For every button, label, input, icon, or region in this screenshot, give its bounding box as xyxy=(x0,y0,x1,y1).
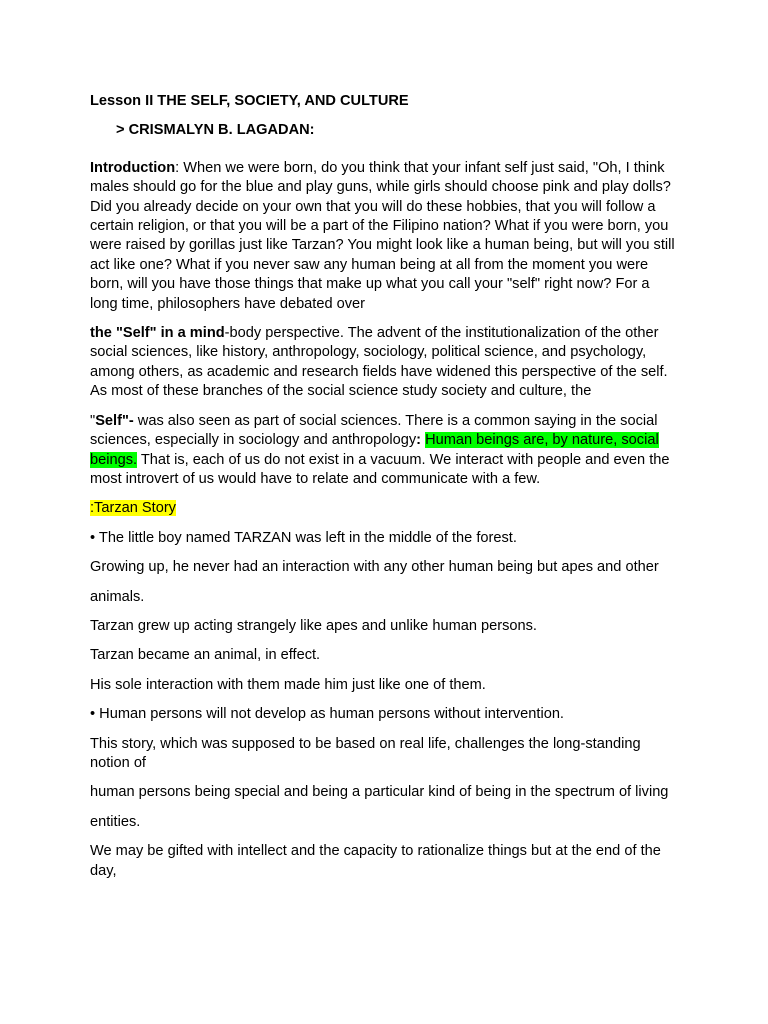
text-line: human persons being special and being a particular kind of being in the spectrum of living xyxy=(90,784,669,801)
text-line: His sole interaction with them made him just like one of them. xyxy=(90,676,486,693)
text-line: entities. xyxy=(90,813,141,830)
intro-label: Introduction xyxy=(90,159,176,176)
self-colon: : xyxy=(416,432,421,449)
text-line: Tarzan became an animal, in effect. xyxy=(90,647,321,664)
text-line: This story, which was supposed to be based on real life, challenges the long-standing notion of xyxy=(90,735,641,771)
self-label: Self"- xyxy=(95,412,134,429)
mind-text: -body perspective. The advent of the institutionalization of the other social sciences, like history, anthropology, sociology, political science, and psychology, among others, as academic and research fields have widened this perspective of the self. As most of these branches of the social science study society and culture, the xyxy=(90,325,668,400)
intro-paragraph xyxy=(90,159,680,314)
text-line: • Human persons will not develop as human persons without intervention. xyxy=(90,706,564,723)
self-rest: That is, each of us do not exist in a vacuum. We interact with people and even the most introvert of us would have to relate and communicate with a few. xyxy=(90,451,670,487)
self-paragraph xyxy=(90,412,680,490)
text-line: Tarzan grew up acting strangely like apes and unlike human persons. xyxy=(90,617,537,634)
author-line: > CRISMALYN B. LAGADAN: xyxy=(116,122,315,139)
tarzan-heading xyxy=(90,499,680,518)
tarzan-heading-text: :Tarzan Story xyxy=(90,500,176,517)
text-line: • The little boy named TARZAN was left in the middle of the forest. xyxy=(90,529,517,546)
self-quote: " xyxy=(90,412,96,429)
text-line: animals. xyxy=(90,588,145,605)
mind-label: the "Self" in a mind xyxy=(90,325,225,342)
social-beings-highlight: Human beings are, by nature, social beings. xyxy=(90,432,659,468)
text-line: Growing up, he never had an interaction with any other human being but apes and other xyxy=(90,559,659,576)
text-line: We may be gifted with intellect and the capacity to rationalize things but at the end of the day, xyxy=(90,843,661,879)
self-text: was also seen as part of social sciences. There is a common saying in the social sciences, especially in sociology and anthropology xyxy=(90,412,658,449)
intro-text: : When we were born, do you think that your infant self just said, "Oh, I think males should go for the blue and play guns, while girls should choose pink and play dolls? Did you already decide on your own that you will do these hobbies, that you will follow a certain religion, or that you will be a part of the Filipino nation? What if you were born, you were raised by gorillas just like Tarzan? You might look like a human being, but will you still act like one? What if you never saw any human being at all from the moment you were born, will you have those things that make up what you call your "self" right now? For a long time, philosophers have debated over xyxy=(90,159,675,312)
mind-body-paragraph xyxy=(90,324,680,402)
lesson-title: Lesson II THE SELF, SOCIETY, AND CULTURE xyxy=(90,93,409,109)
document-page xyxy=(90,92,680,891)
